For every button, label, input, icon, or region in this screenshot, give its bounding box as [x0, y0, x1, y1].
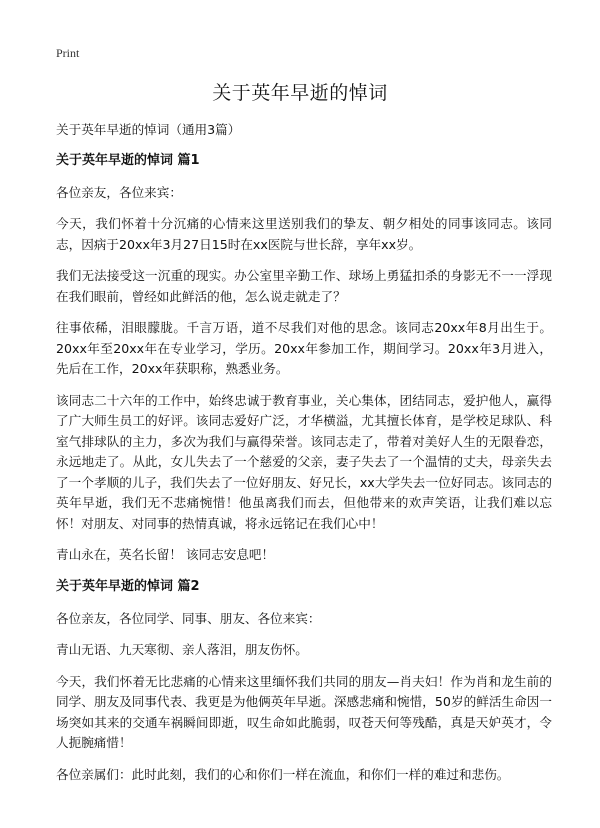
- paragraph: 青山无语、九天寒彻、亲人落泪，朋友伤怀。: [56, 642, 308, 657]
- document-title: 关于英年早逝的悼词: [212, 82, 388, 104]
- section-heading-2: 关于英年早逝的悼词 篇2: [56, 578, 200, 594]
- paragraph: 今天，我们怀着无比悲痛的心情来这里缅怀我们共同的朋友—肖夫妇！作为肖和龙生前的同学、朋友及同事代表、我更是为他俩英年早逝。深感悲痛和惋惜，50岁的鲜活生命因一场突如其来的交通车祸瞬间即逝，叹生命如此脆弱，叹苍天何等残酷，真是天妒英才，令人扼腕痛惜！: [56, 673, 552, 750]
- document-subtitle: 关于英年早逝的悼词（通用3篇）: [56, 122, 241, 137]
- paragraph: 各位亲属们：此时此刻，我们的心和你们一样在流血，和你们一样的难过和悲伤。: [56, 766, 510, 782]
- paragraph: 我们无法接受这一沉重的现实。办公室里辛勤工作、球场上勇猛扣杀的身影无不一一浮现在我们眼前，曾经如此鲜活的他，怎么说走就走了？: [56, 268, 552, 304]
- print-label: Print: [56, 46, 80, 60]
- section-heading-1: 关于英年早逝的悼词 篇1: [56, 152, 200, 168]
- document-body: [56, 120, 552, 796]
- paragraph: 今天，我们怀着十分沉痛的心情来这里送别我们的挚友、朝夕相处的同事该同志。该同志，因病于20xx年3月27日15时在xx医院与世长辞，享年xx岁。: [56, 216, 552, 252]
- paragraph: 各位亲友，各位同学、同事、朋友、各位来宾：: [56, 610, 321, 626]
- paragraph: 青山永在，英名长留！ 该同志安息吧！: [56, 547, 275, 562]
- paragraph: 往事依稀，泪眼朦胧。千言万语，道不尽我们对他的思念。该同志20xx年8月出生于。20xx年至20xx年在专业学习，学历。20xx年参加工作，期间学习。20xx年3月进入，先后在工作，20xx年获职称，熟悉业务。: [56, 320, 552, 376]
- paragraph: 该同志二十六年的工作中，始终忠诚于教育事业，关心集体，团结同志，爱护他人，赢得了广大师生员工的好评。该同志爱好广泛，才华横溢，尤其擅长体育，是学校足球队、科室气排球队的主力，多次为我们与赢得荣誉。该同志走了，带着对美好人生的无限眷恋，永远地走了。从此，女儿失去了一个慈爱的父亲，妻子失去了一个温情的丈夫，母亲失去了一个孝顺的儿子，我们失去了一位好朋友、好兄长，xx大学失去一位好同志。该同志的英年早逝，我们无不悲痛惋惜！他虽离我们而去，但他带来的欢声笑语，让我们难以忘怀！对朋友、对同事的热情真诚，将永远铭记在我们心中！: [56, 392, 552, 531]
- paragraph: 各位亲友，各位来宾：: [56, 184, 182, 200]
